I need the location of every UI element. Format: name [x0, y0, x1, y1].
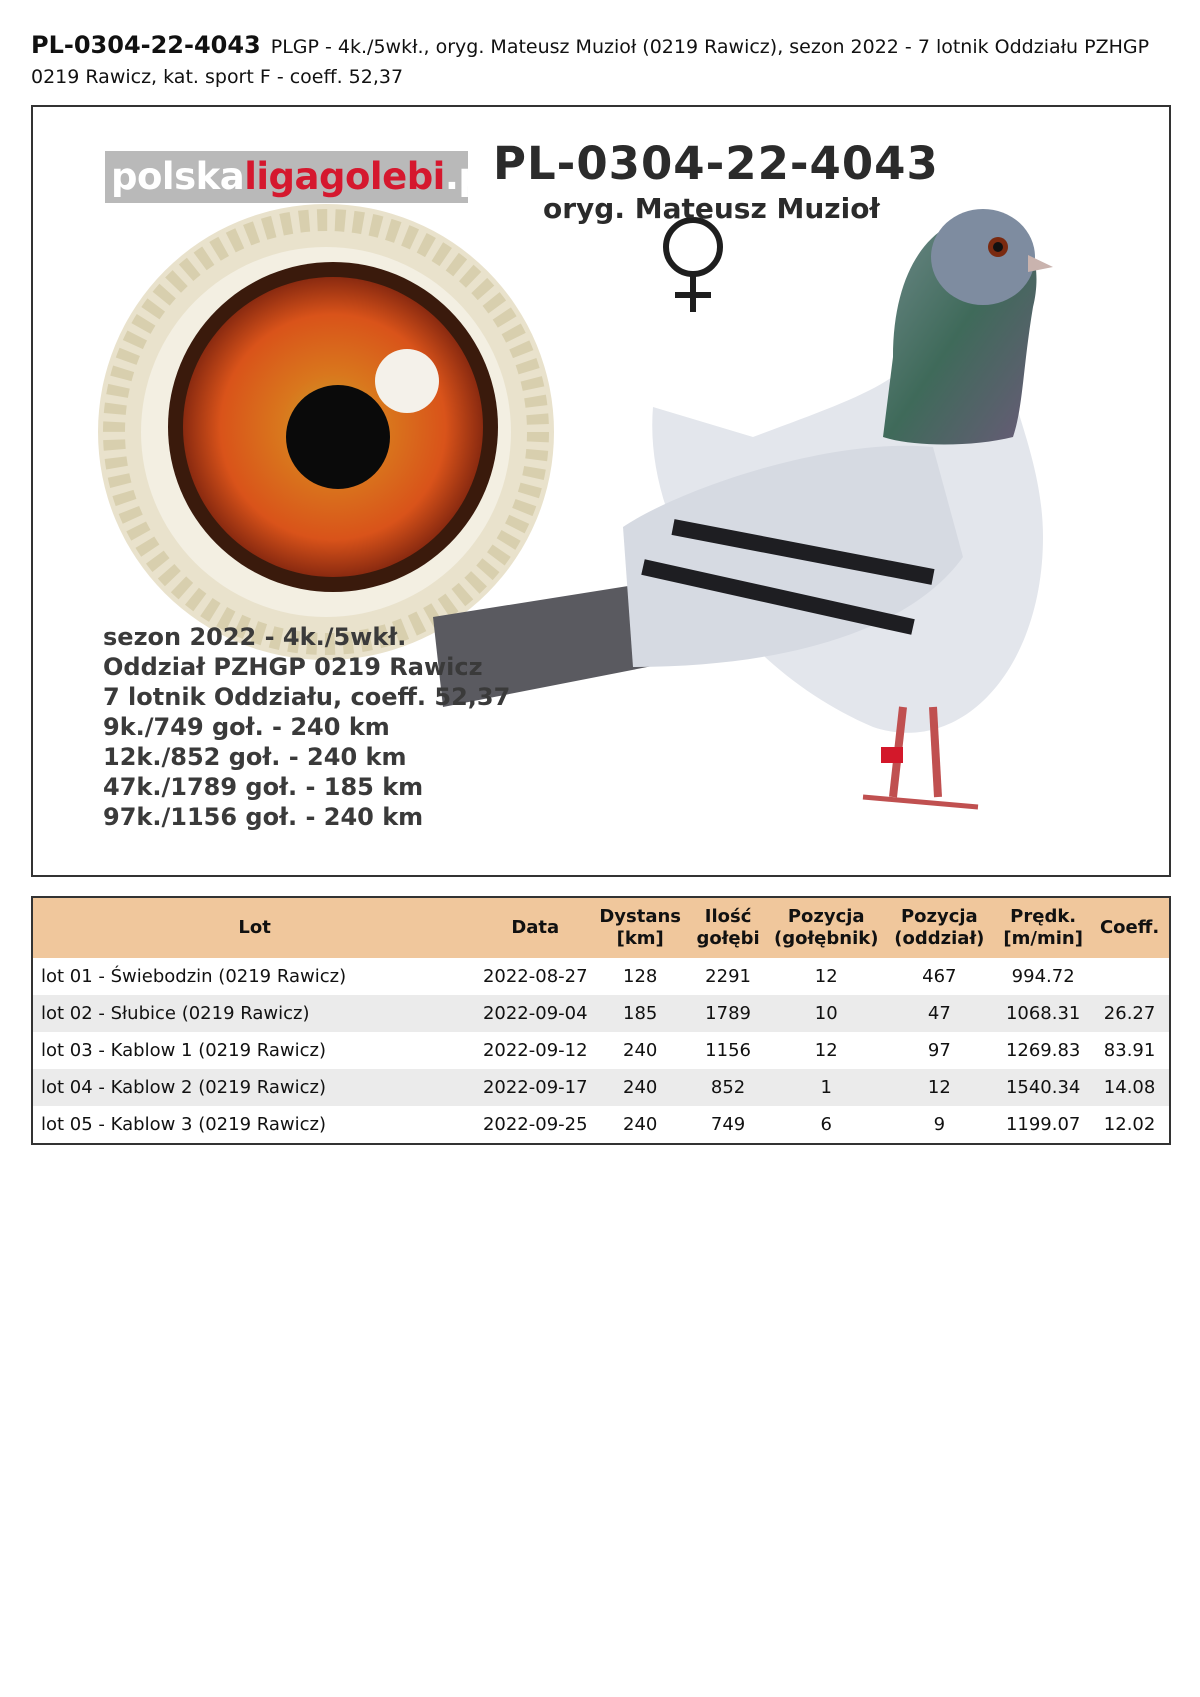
- cell-dystans: 240: [623, 1114, 658, 1135]
- site-logo: [105, 151, 497, 203]
- cell-predk: 1540.34: [1005, 1077, 1081, 1098]
- cell-dystans: 240: [623, 1077, 658, 1098]
- cell-coeff: 12.02: [1103, 1114, 1156, 1135]
- cell-poz-gol: 10: [814, 1003, 838, 1024]
- cell-dystans: 240: [623, 1040, 658, 1061]
- cell-ilosc: 852: [710, 1077, 746, 1098]
- col-ilosc: Ilość gołębi: [696, 906, 760, 949]
- page-header: [31, 30, 1171, 92]
- col-lot: Lot: [238, 917, 271, 938]
- result-line: 12k./852 goł. - 240 km: [103, 743, 407, 771]
- col-predkosc: Prędk. [m/min]: [1003, 906, 1083, 949]
- table-row: [32, 1069, 1170, 1106]
- cell-data: 2022-08-27: [482, 966, 588, 987]
- cell-coeff: [1090, 958, 1170, 995]
- header-description: PLGP - 4k./5wkł., oryg. Mateusz Muzioł (0219 Rawicz), sezon 2022 - 7 lotnik Oddziału PZHGP 0219 Rawicz, kat. sport F - coeff. 52,37: [31, 36, 1150, 88]
- col-data: Data: [511, 917, 560, 938]
- cell-ilosc: 749: [710, 1114, 746, 1135]
- cell-data: 2022-09-25: [482, 1114, 588, 1135]
- result-line: Oddział PZHGP 0219 Rawicz: [103, 653, 483, 681]
- cell-coeff: 83.91: [1103, 1040, 1156, 1061]
- logo-text-polska: polska: [111, 155, 245, 198]
- cell-poz-odd: 9: [933, 1114, 946, 1135]
- cell-predk: 1199.07: [1005, 1114, 1081, 1135]
- cell-ilosc: 1156: [705, 1040, 751, 1061]
- cell-poz-gol: 12: [814, 966, 838, 987]
- cell-lot: lot 01 - Świebodzin (0219 Rawicz): [41, 966, 347, 987]
- table-row: [32, 1032, 1170, 1069]
- col-pozycja-golebnik: Pozycja (gołębnik): [774, 906, 879, 949]
- flights-table: [31, 896, 1171, 1145]
- cell-dystans: 128: [623, 966, 658, 987]
- result-line: 9k./749 goł. - 240 km: [103, 713, 390, 741]
- cell-data: 2022-09-04: [482, 1003, 588, 1024]
- result-line: 47k./1789 goł. - 185 km: [103, 773, 424, 801]
- table-row: [32, 1106, 1170, 1144]
- pigeon-eye-image: [98, 204, 554, 660]
- cell-data: 2022-09-17: [482, 1077, 588, 1098]
- result-line: 97k./1156 goł. - 240 km: [103, 803, 424, 831]
- col-dystans: Dystans [km]: [599, 906, 682, 949]
- cell-poz-odd: 467: [922, 966, 957, 987]
- cell-lot: lot 03 - Kablow 1 (0219 Rawicz): [41, 1040, 326, 1061]
- cell-poz-gol: 12: [814, 1040, 838, 1061]
- photo-results: [103, 622, 510, 832]
- cell-ilosc: 2291: [705, 966, 751, 987]
- photo-breeder: oryg. Mateusz Muzioł: [543, 192, 880, 225]
- logo-text-ligagolebi: ligagolebi: [244, 155, 445, 198]
- cell-coeff: 26.27: [1103, 1003, 1156, 1024]
- cell-coeff: 14.08: [1103, 1077, 1156, 1098]
- col-coeff: Coeff.: [1099, 917, 1160, 938]
- pigeon-photo: [31, 105, 1171, 877]
- table-row: [32, 958, 1170, 995]
- cell-poz-odd: 97: [927, 1040, 951, 1061]
- cell-lot: lot 04 - Kablow 2 (0219 Rawicz): [41, 1077, 326, 1098]
- cell-predk: 994.72: [1011, 966, 1075, 987]
- photo-ring-number: PL-0304-22-4043: [493, 137, 939, 190]
- cell-predk: 1269.83: [1005, 1040, 1081, 1061]
- cell-poz-gol: 1: [820, 1077, 832, 1098]
- cell-data: 2022-09-12: [482, 1040, 588, 1061]
- cell-poz-odd: 12: [927, 1077, 951, 1098]
- col-pozycja-oddzial: Pozycja (oddział): [894, 906, 985, 949]
- table-header-row: [32, 897, 1170, 958]
- cell-ilosc: 1789: [705, 1003, 751, 1024]
- ring-number: PL-0304-22-4043: [31, 31, 261, 59]
- result-line: 7 lotnik Oddziału, coeff. 52,37: [103, 683, 511, 711]
- cell-dystans: 185: [623, 1003, 658, 1024]
- female-symbol-icon: [666, 220, 720, 312]
- result-line: sezon 2022 - 4k./5wkł.: [103, 623, 407, 651]
- cell-poz-gol: 6: [820, 1114, 832, 1135]
- cell-poz-odd: 47: [927, 1003, 951, 1024]
- logo-text-pl: .pl: [444, 155, 497, 198]
- cell-lot: lot 02 - Słubice (0219 Rawicz): [41, 1003, 310, 1024]
- cell-lot: lot 05 - Kablow 3 (0219 Rawicz): [41, 1114, 326, 1135]
- cell-predk: 1068.31: [1005, 1003, 1081, 1024]
- table-row: [32, 995, 1170, 1032]
